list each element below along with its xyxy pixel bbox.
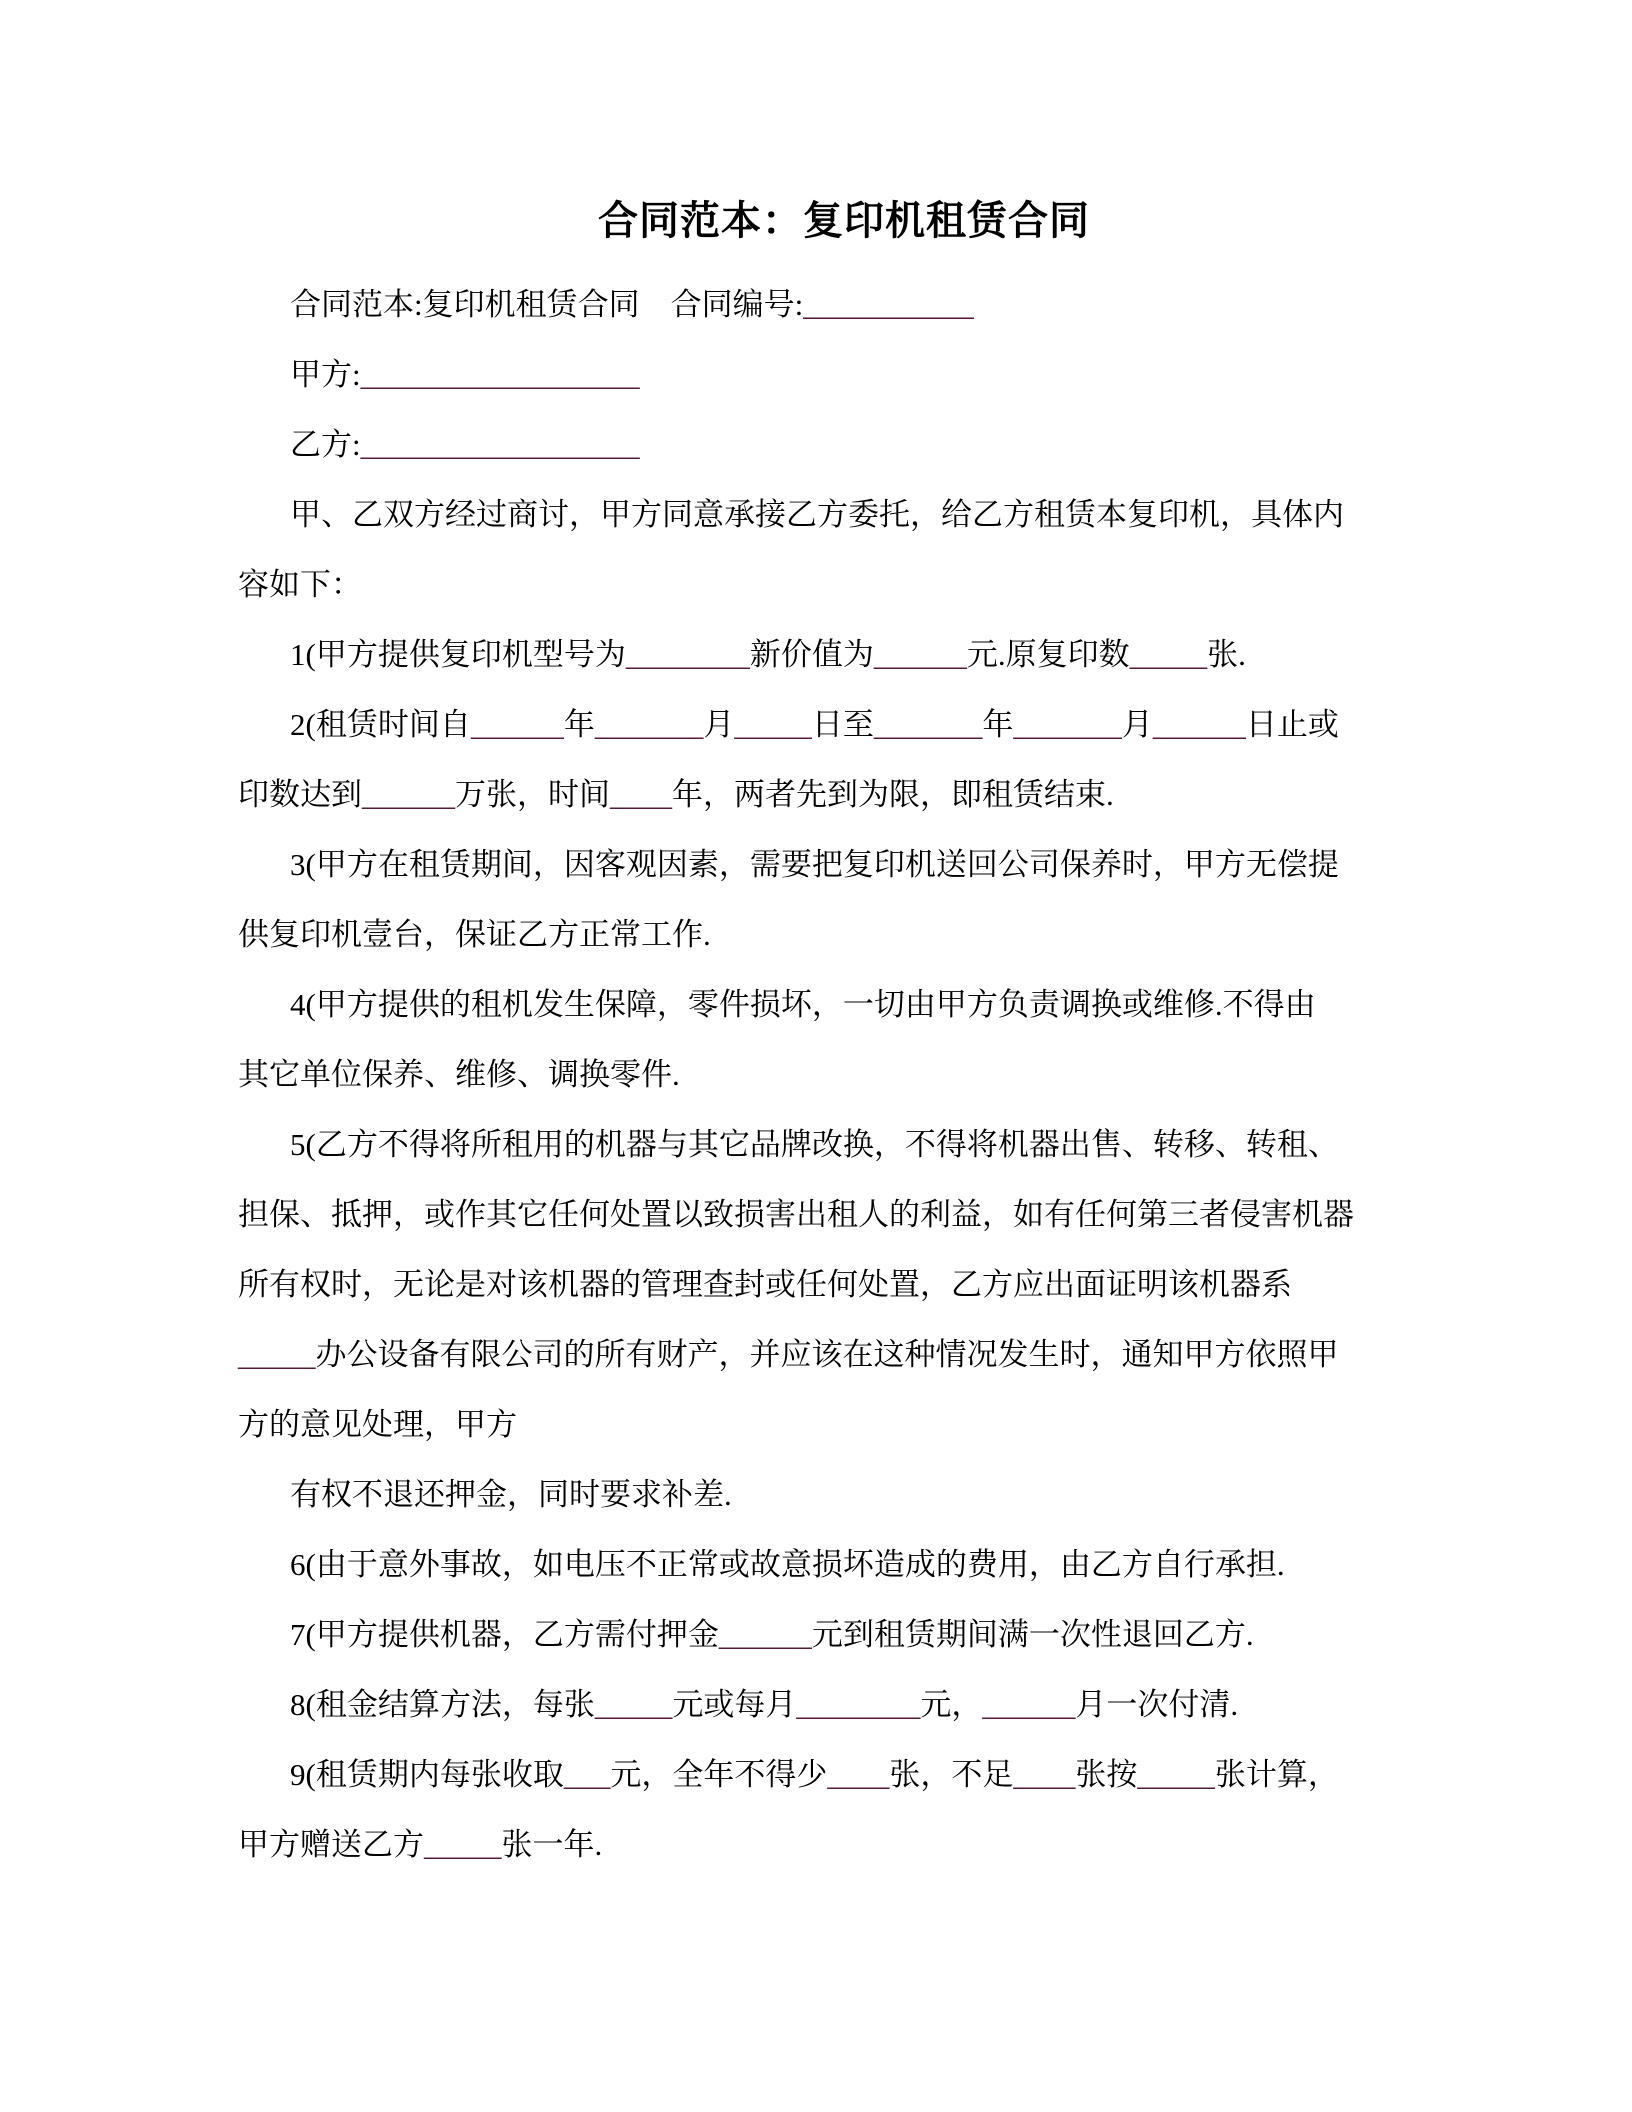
document-body	[238, 270, 1450, 1880]
paragraph: 4(甲方提供的租机发生保障，零件损坏，一切由甲方负责调换或维修.不得由 其它单位保养、维修、调换零件.	[238, 987, 1316, 1092]
paragraph: 1(甲方提供复印机型号为________新价值为______元.原复印数_____张.	[290, 637, 1246, 672]
blank-field: ________	[796, 1687, 921, 1722]
blank-field: ______	[718, 1617, 812, 1652]
blank-field: __________________	[360, 357, 640, 392]
blank-field: _____	[734, 707, 812, 742]
paragraph: 合同范本:复印机租赁合同 合同编号:___________	[290, 287, 974, 322]
blank-field: _____	[1137, 1757, 1215, 1792]
paragraph: 3(甲方在租赁期间，因客观因素，需要把复印机送回公司保养时，甲方无偿提 供复印机壹台，保证乙方正常工作.	[238, 847, 1339, 952]
paragraph: 乙方:__________________	[290, 427, 640, 462]
blank-field: ______	[470, 707, 564, 742]
paragraph: 8(租金结算方法，每张_____元或每月________元，______月一次付清.	[290, 1687, 1239, 1722]
paragraph: 6(由于意外事故，如电压不正常或故意损坏造成的费用，由乙方自行承担.	[290, 1547, 1285, 1582]
blank-field: ___________	[803, 287, 974, 322]
paragraph: 有权不退还押金，同时要求补差.	[290, 1477, 732, 1512]
paragraph: 7(甲方提供机器，乙方需付押金______元到租赁期间满一次性退回乙方.	[290, 1617, 1254, 1652]
blank-field: _______	[1013, 707, 1122, 742]
blank-field: _______	[873, 707, 983, 742]
blank-field: _____	[238, 1337, 316, 1372]
blank-field: ____	[827, 1757, 890, 1792]
blank-field: _______	[594, 707, 704, 742]
blank-field: ______	[982, 1687, 1076, 1722]
blank-field: ___	[563, 1757, 611, 1792]
blank-field: __________________	[360, 427, 640, 462]
paragraph: 甲方:__________________	[290, 357, 640, 392]
paragraph: 5(乙方不得将所租用的机器与其它品牌改换，不得将机器出售、转移、转租、 担保、抵押，或作其它任何处置以致损害出租人的利益，如有任何第三者侵害机器 所有权时，无论是对该机器的管理查封或任何处置，乙方应出面证明该机器系 _____办公设备有限公司的所有财产，并应该在这种情况发生时，通知甲方依照甲 方的意见处理，甲方	[238, 1127, 1354, 1442]
blank-field: _____	[594, 1687, 673, 1722]
paragraph: 2(租赁时间自______年_______月_____日至_______年_______月______日止或 印数达到______万张，时间____年，两者先到为限，即租赁结束.	[238, 707, 1339, 812]
blank-field: ____	[1013, 1757, 1076, 1792]
blank-field: ____	[610, 777, 672, 812]
blank-field: ______	[1152, 707, 1246, 742]
document-title: 合同范本：复印机租赁合同	[598, 198, 1090, 243]
paragraph: 9(租赁期内每张收取___元，全年不得少____张，不足____张按_____张计算， 甲方赠送乙方_____张一年.	[238, 1757, 1339, 1862]
paragraph: 甲、乙双方经过商讨，甲方同意承接乙方委托，给乙方租赁本复印机，具体内 容如下：	[238, 497, 1344, 602]
blank-field: _____	[424, 1827, 502, 1862]
blank-field: ________	[625, 637, 750, 672]
blank-field: ______	[873, 637, 967, 672]
blank-field: _____	[1129, 637, 1208, 672]
blank-field: ______	[362, 777, 455, 812]
